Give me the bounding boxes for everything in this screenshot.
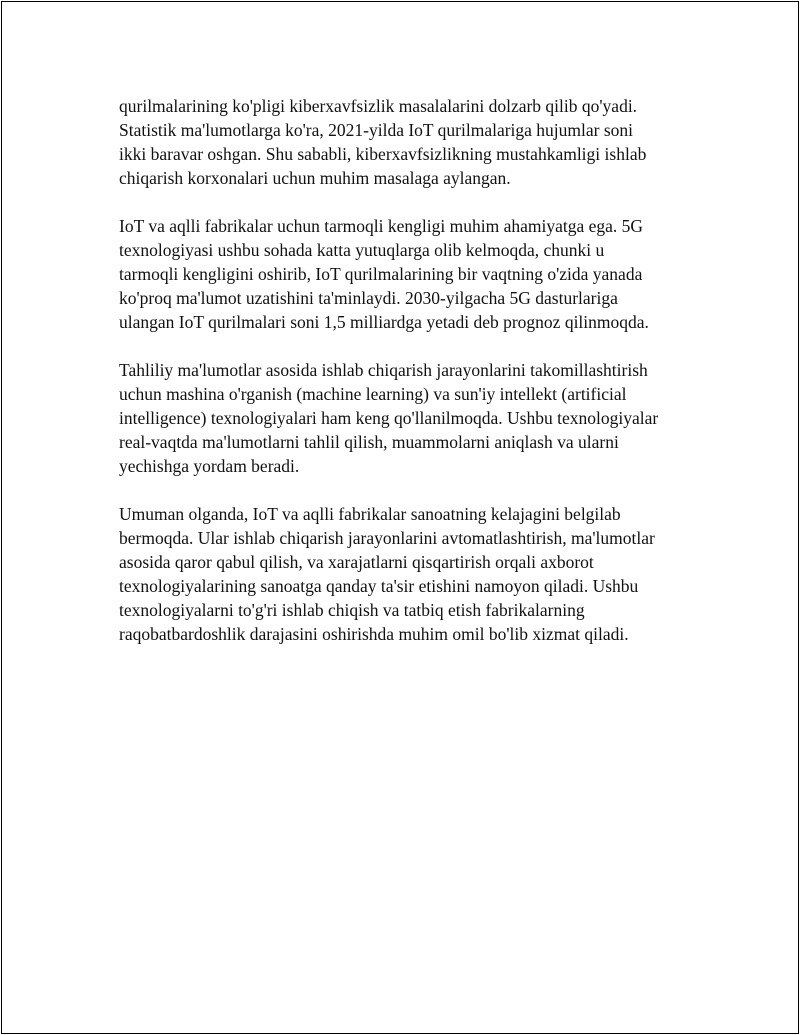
text-line: yechishga yordam beradi. — [119, 456, 300, 476]
text-line: asosida qaror qabul qilish, va xarajatlarni qisqartirish orqali axborot — [119, 552, 594, 572]
text-line: uchun mashina o'rganish (machine learning) va sun'iy intellekt (artificial — [119, 384, 627, 404]
paragraph-machine-learning — [119, 358, 704, 478]
text-line: Umuman olganda, IoT va aqlli fabrikalar sanoatning kelajagini belgilab — [119, 504, 621, 524]
text-line: qurilmalarining ko'pligi kiberxavfsizlik masalalarini dolzarb qilib qo'yadi. — [119, 96, 638, 116]
text-line: ulangan IoT qurilmalari soni 1,5 milliardga yetadi deb prognoz qilinmoqda. — [119, 312, 649, 332]
paragraph-bandwidth-5g — [119, 214, 704, 334]
text-line: Tahliliy ma'lumotlar asosida ishlab chiqarish jarayonlarini takomillashtirish — [119, 360, 648, 380]
text-line: texnologiyasi ushbu sohada katta yutuqlarga olib kelmoqda, chunki u — [119, 240, 605, 260]
text-line: ikki baravar oshgan. Shu sababli, kiberxavfsizlikning mustahkamligi ishlab — [119, 144, 647, 164]
paragraph-cybersecurity — [119, 94, 704, 190]
text-line: texnologiyalarining sanoatga qanday ta'sir etishini namoyon qiladi. Ushbu — [119, 576, 639, 596]
text-line: raqobatbardoshlik darajasini oshirishda muhim omil bo'lib xizmat qiladi. — [119, 624, 629, 644]
paragraph-conclusion — [119, 502, 704, 646]
document-body — [119, 94, 704, 670]
text-line: IoT va aqlli fabrikalar uchun tarmoqli kengligi muhim ahamiyatga ega. 5G — [119, 216, 644, 236]
text-line: bermoqda. Ular ishlab chiqarish jarayonlarini avtomatlashtirish, ma'lumotlar — [119, 528, 655, 548]
text-line: ko'proq ma'lumot uzatishini ta'minlaydi. 2030-yilgacha 5G dasturlariga — [119, 288, 618, 308]
text-line: chiqarish korxonalari uchun muhim masalaga aylangan. — [119, 168, 511, 188]
text-line: intelligence) texnologiyalari ham keng qo'llanilmoqda. Ushbu texnologiyalar — [119, 408, 659, 428]
text-line: real-vaqtda ma'lumotlarni tahlil qilish, muammolarni aniqlash va ularni — [119, 432, 619, 452]
text-line: tarmoqli kengligini oshirib, IoT qurilmalarining bir vaqtning o'zida yanada — [119, 264, 643, 284]
document-page — [1, 1, 799, 1034]
text-line: texnologiyalarni to'g'ri ishlab chiqish va tatbiq etish fabrikalarning — [119, 600, 585, 620]
text-line: Statistik ma'lumotlarga ko'ra, 2021-yilda IoT qurilmalariga hujumlar soni — [119, 120, 634, 140]
